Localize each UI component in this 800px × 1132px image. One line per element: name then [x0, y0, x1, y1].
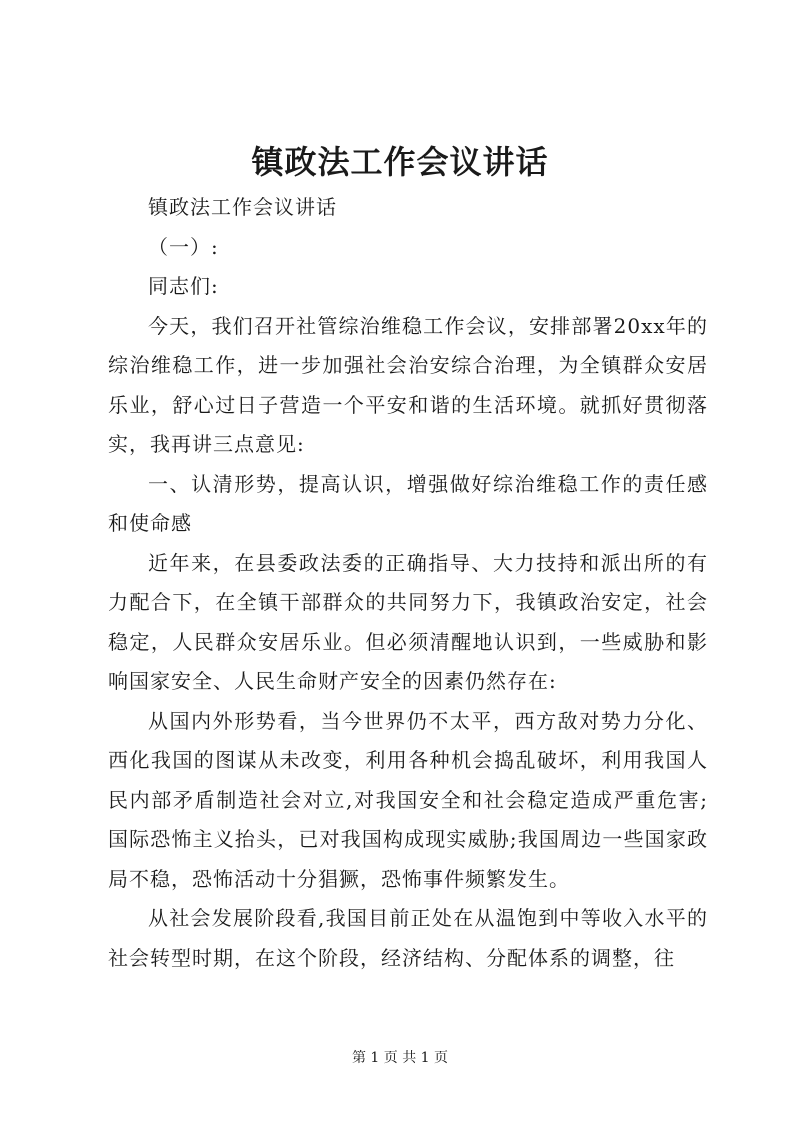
paragraph-intro: 今天，我们召开社管综治维稳工作会议，安排部署20xx年的综治维稳工作，进一步加强社会治安综合治理，为全镇群众安居乐业，舒心过日子营造一个平安和谐的生活环境。就抓好贯彻落实，我再讲三点意见:: [108, 313, 708, 456]
page-footer: 第 1 页 共 1 页: [351, 1050, 449, 1066]
paragraph-point-one: 一、认清形势，提高认识，增强做好综治维稳工作的责任感和使命感: [108, 471, 708, 535]
document-title: 镇政法工作会议讲话: [251, 143, 549, 181]
paragraph-social-development: 从社会发展阶段看,我国目前正处在从温饱到中等收入水平的社会转型时期，在这个阶段，经济结构、分配体系的调整，往: [108, 906, 708, 970]
paragraph-recent-years: 近年来，在县委政法委的正确指导、大力技持和派出所的有力配合下，在全镇干部群众的共同努力下，我镇政治安定，社会稳定，人民群众安居乐业。但必须清醒地认识到，一些威胁和影响国家安全、人民生命财产安全的因素仍然存在:: [108, 550, 708, 693]
document-body: [108, 188, 708, 978]
paragraph-salutation: 同志们:: [148, 274, 219, 298]
paragraph-heading: 镇政法工作会议讲话: [148, 195, 337, 219]
paragraph-international: 从国内外形势看，当今世界仍不太平，西方敌对势力分化、西化我国的图谋从未改变，利用各种机会捣乱破坏，利用我国人民内部矛盾制造社会对立,对我国安全和社会稳定造成严重危害;国际恐怖主义抬头，已对我国构成现实威胁;我国周边一些国家政局不稳，恐怖活动十分猖獗，恐怖事件频繁发生。: [108, 708, 708, 891]
paragraph-section-number: （一）:: [148, 234, 219, 259]
